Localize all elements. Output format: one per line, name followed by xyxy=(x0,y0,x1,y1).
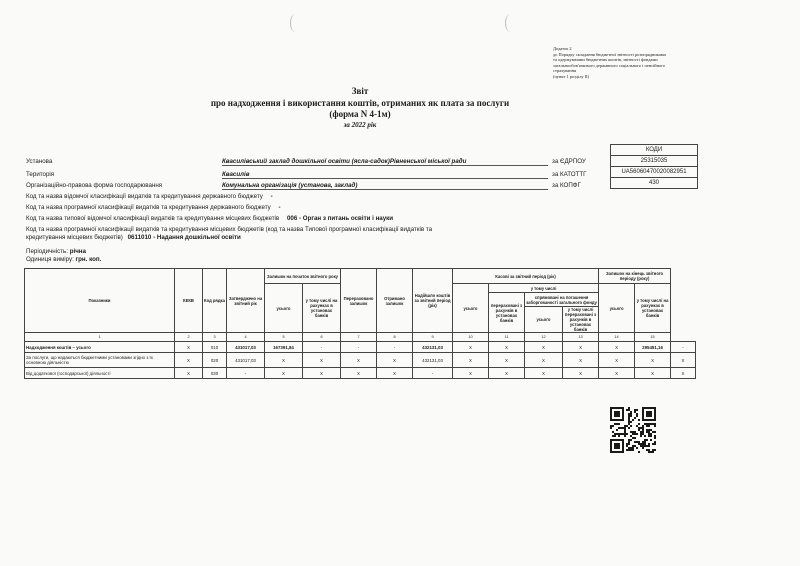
institution-label: Установа xyxy=(26,158,53,165)
table-cell: X xyxy=(453,368,489,379)
header-debt-repayment: спрямовані на погашення заборгованості загального фонду xyxy=(526,294,597,305)
unit-value: грн. коп. xyxy=(75,256,102,263)
column-numbers-row xyxy=(25,333,696,342)
table-cell: 030 xyxy=(203,368,227,379)
table-cell: X xyxy=(635,353,671,368)
header-debt-in-banks: у тому числі перераховані з рахунків в установах банків xyxy=(563,307,599,333)
header-indicators: Показники xyxy=(25,269,175,333)
classification-value: 0611010 - Надання дошкільної освіти xyxy=(127,234,241,241)
column-number: 13 xyxy=(563,333,599,342)
table-row xyxy=(25,368,696,379)
table-cell: X xyxy=(525,353,563,368)
binder-hole xyxy=(290,14,301,32)
table-cell: 432131,03 xyxy=(413,353,453,368)
kopfg-label: за КОПФГ xyxy=(552,182,581,189)
table-row xyxy=(25,353,696,368)
codes-header: КОДИ xyxy=(611,145,698,156)
table-cell: X xyxy=(635,368,671,379)
column-number: 15 xyxy=(635,333,671,342)
classification-label: Код та назва відомчої класифікації видатків та кредитування державного бюджету xyxy=(26,193,263,200)
unit-label: Одиниця виміру: xyxy=(26,256,74,263)
katottg-code: UA56060470020082951 xyxy=(611,167,698,178)
edrpou-label: за ЄДРПОУ xyxy=(552,158,586,165)
header-in-banks: у тому числі на рахунках в установах банків xyxy=(303,284,341,333)
classification-line-1 xyxy=(26,193,546,201)
institution-value: Квасилівський заклад дошкільної освіти (ясла-садок)Рівненської міської ради xyxy=(222,158,548,166)
column-number: 14 xyxy=(599,333,635,342)
header-end-total: усього xyxy=(599,284,635,333)
classification-value: 006 - Орган з питань освіти і науки xyxy=(286,215,394,222)
header-transferred: Перераховано залишок xyxy=(341,269,377,333)
report-period: за 2022 рік xyxy=(343,121,377,129)
unit xyxy=(26,256,546,264)
table-cell: - xyxy=(341,342,377,353)
table-cell: X xyxy=(303,353,341,368)
table-cell: - xyxy=(671,342,696,353)
table-cell: X xyxy=(599,342,635,353)
codes-table xyxy=(610,144,698,189)
appendix-line: загальнообов'язкового державного соціального і пенсійного xyxy=(553,62,666,68)
column-number: 8 xyxy=(377,333,413,342)
row-name: Надходження коштів – усього xyxy=(25,342,175,353)
header-transferred-banks: перераховані з рахунків в установах банків xyxy=(489,293,525,333)
org-form-label: Організаційно-правова форма господарювання xyxy=(26,182,163,189)
table-cell: 432131,03 xyxy=(413,342,453,353)
classification-line-2 xyxy=(26,204,546,212)
org-form-value: Комунальна організація (установа, заклад) xyxy=(222,182,548,190)
column-number: 10 xyxy=(453,333,489,342)
header-kekv: КЕКВ xyxy=(175,269,203,333)
header-cash: Касові за звітний період (рік) xyxy=(453,269,599,284)
column-number: 11 xyxy=(489,333,525,342)
classification-line-4 xyxy=(26,226,546,242)
classification-label: Код та назва програмної класифікації видатків та кредитування місцевих бюджетів (код та назва Типової програмної класифікації видатків та xyxy=(26,226,433,233)
table-cell: X xyxy=(671,353,696,368)
report-subtitle: про надходження і використання коштів, отриманих як плата за послуги xyxy=(210,98,510,108)
table-cell: X xyxy=(377,353,413,368)
table-cell: X xyxy=(563,353,599,368)
report-form-number: (форма N 4-1м) xyxy=(329,109,391,119)
table-cell: 431017,03 xyxy=(227,353,265,368)
table-cell: X xyxy=(265,368,303,379)
qr-code-icon xyxy=(610,407,656,453)
header-debt-total: усього xyxy=(525,307,563,333)
column-number: 3 xyxy=(203,333,227,342)
column-number: 5 xyxy=(265,333,303,342)
header-received: Отримано залишок xyxy=(377,269,413,333)
table-cell: - xyxy=(413,368,453,379)
table-cell: X xyxy=(265,353,303,368)
column-number: 9 xyxy=(413,333,453,342)
table-cell: X xyxy=(525,368,563,379)
classification-label: кредитування місцевих бюджетів) xyxy=(26,234,123,241)
territory-label: Територія xyxy=(26,171,55,178)
appendix-note xyxy=(553,46,723,80)
column-number: 7 xyxy=(341,333,377,342)
row-name: Від додаткової (господарської) діяльності xyxy=(25,368,175,379)
table-cell: 431017,03 xyxy=(227,342,265,353)
table-cell: X xyxy=(671,368,696,379)
header-cash-total: усього xyxy=(453,284,489,333)
table-cell: X xyxy=(453,353,489,368)
table-cell: X xyxy=(377,368,413,379)
edrpou-code: 25315035 xyxy=(611,156,698,167)
appendix-line: та одержувачами бюджетних коштів, звітності фондами xyxy=(553,57,658,63)
header-including: у тому числі xyxy=(489,284,599,293)
periodicity-value: річна xyxy=(69,248,86,255)
header-approved: Затверджено на звітний рік xyxy=(227,269,265,333)
table-cell: X xyxy=(303,368,341,379)
kopfg-code: 430 xyxy=(611,178,698,189)
header-balance-start: Залишок на початок звітного року xyxy=(265,269,341,284)
appendix-line: Додаток 2 xyxy=(553,46,572,51)
table-cell: X xyxy=(489,368,525,379)
classification-value: - xyxy=(270,193,273,200)
table-cell: 295451,16 xyxy=(635,342,671,353)
column-number: 6 xyxy=(303,333,341,342)
appendix-line: до Порядку складання бюджетної звітності розпорядниками xyxy=(553,51,666,57)
header-end-in-banks: у тому числі на рахунках в установах банків xyxy=(635,284,671,333)
header-incoming: Надійшло коштів за звітний період (рік) xyxy=(413,269,453,333)
report-table xyxy=(24,268,696,379)
table-cell: X xyxy=(563,368,599,379)
table-cell: - xyxy=(377,342,413,353)
table-cell: X xyxy=(489,342,525,353)
table-cell: X xyxy=(175,353,203,368)
table-cell: X xyxy=(563,342,599,353)
table-cell: - xyxy=(303,342,341,353)
header-balance-end: Залишок на кінець звітного періоду (року) xyxy=(599,269,671,284)
table-cell: X xyxy=(599,368,635,379)
table-cell: X xyxy=(175,342,203,353)
classification-label: Код та назва програмної класифікації видатків та кредитування державного бюджету xyxy=(26,204,271,211)
header-row-code: Код рядка xyxy=(203,269,227,333)
table-cell: X xyxy=(525,342,563,353)
row-name: За послуги, що надаються бюджетними установами згідно з їх основною діяльністю xyxy=(25,353,175,368)
table-cell: X xyxy=(599,353,635,368)
classification-line-3 xyxy=(26,215,546,223)
column-number: 4 xyxy=(227,333,265,342)
appendix-line: страхування xyxy=(553,68,576,74)
table-cell: - xyxy=(227,368,265,379)
classification-value: - xyxy=(278,204,281,211)
table-cell: X xyxy=(489,353,525,368)
table-cell: 167391,84 xyxy=(265,342,303,353)
classification-label: Код та назва типової відомчої класифікації видатків та кредитування місцевих бюджетів xyxy=(26,215,280,222)
table-row xyxy=(25,342,696,353)
katottg-label: за КАТОТТГ xyxy=(552,171,587,178)
table-cell: X xyxy=(453,342,489,353)
column-number: 1 xyxy=(25,333,175,342)
table-cell: X xyxy=(341,353,377,368)
table-cell: 010 xyxy=(203,342,227,353)
periodicity xyxy=(26,248,546,256)
binder-hole xyxy=(505,14,516,32)
table-cell: 020 xyxy=(203,353,227,368)
header-total: усього xyxy=(265,284,303,333)
table-cell: X xyxy=(341,368,377,379)
table-cell: X xyxy=(175,368,203,379)
periodicity-label: Періодичність: xyxy=(26,248,68,255)
appendix-line: (пункт 1 розділу II) xyxy=(553,73,590,79)
report-title: Звіт xyxy=(351,86,369,96)
column-number: 12 xyxy=(525,333,563,342)
territory-value: Квасилів xyxy=(222,171,548,179)
column-number: 2 xyxy=(175,333,203,342)
